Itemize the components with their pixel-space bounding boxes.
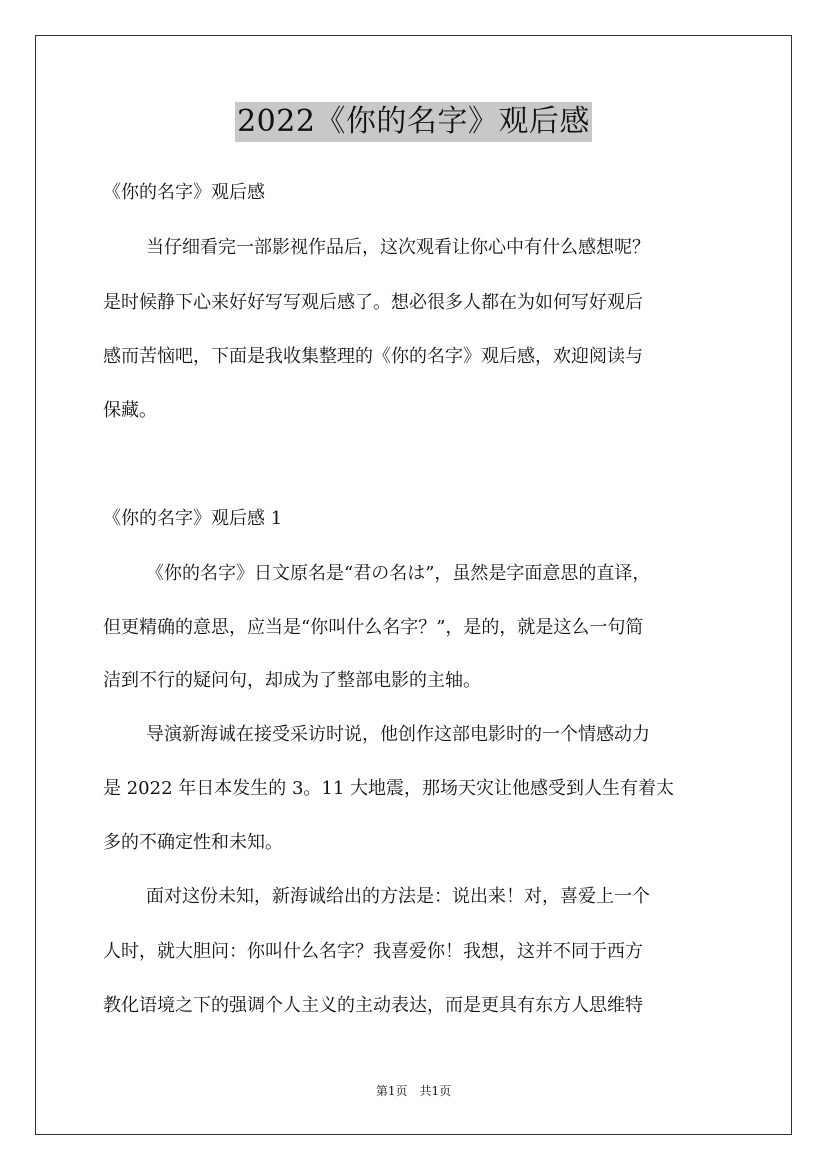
intro-line-2: 是时候静下心来好好写写观后感了。想必很多人都在为如何写好观后 [103,292,643,313]
section-heading-intro: 《你的名字》观后感 [103,182,265,203]
intro-line-1: 当仔细看完一部影视作品后，这次观看让你心中有什么感想呢？ [146,237,650,258]
paragraph-1-line-2: 但更精确的意思，应当是“你叫什么名字？”，是的，就是这么一句简 [103,617,644,638]
paragraph-2-line-1: 导演新海诚在接受采访时说，他创作这部电影时的一个情感动力 [146,724,650,745]
paragraph-1-line-3: 洁到不行的疑问句，却成为了整部电影的主轴。 [103,670,481,691]
paragraph-2-line-3: 多的不确定性和未知。 [103,832,283,853]
paragraph-1-line-1: 《你的名字》日文原名是“君の名は”，虽然是字面意思的直译， [146,563,651,584]
paragraph-3-line-2: 人时，就大胆问：你叫什么名字？我喜爱你！我想，这并不同于西方 [103,941,643,962]
title-container [0,102,827,142]
paragraph-2-line-2: 是 2022 年日本发生的 3。11 大地震，那场天灾让他感受到人生有着太 [103,778,675,799]
section-heading-1: 《你的名字》观后感 1 [103,508,283,529]
paragraph-3-line-1: 面对这份未知，新海诚给出的方法是：说出来！对，喜爱上一个 [146,886,650,907]
paragraph-3-line-3: 教化语境之下的强调个人主义的主动表达，而是更具有东方人思维特 [103,995,643,1016]
page-footer: 第1页 共1页 [375,1084,452,1098]
intro-line-4: 保藏。 [103,400,157,421]
intro-line-3: 感而苦恼吧，下面是我收集整理的《你的名字》观后感，欢迎阅读与 [103,346,643,367]
document-title: 2022《你的名字》观后感 [235,102,592,142]
